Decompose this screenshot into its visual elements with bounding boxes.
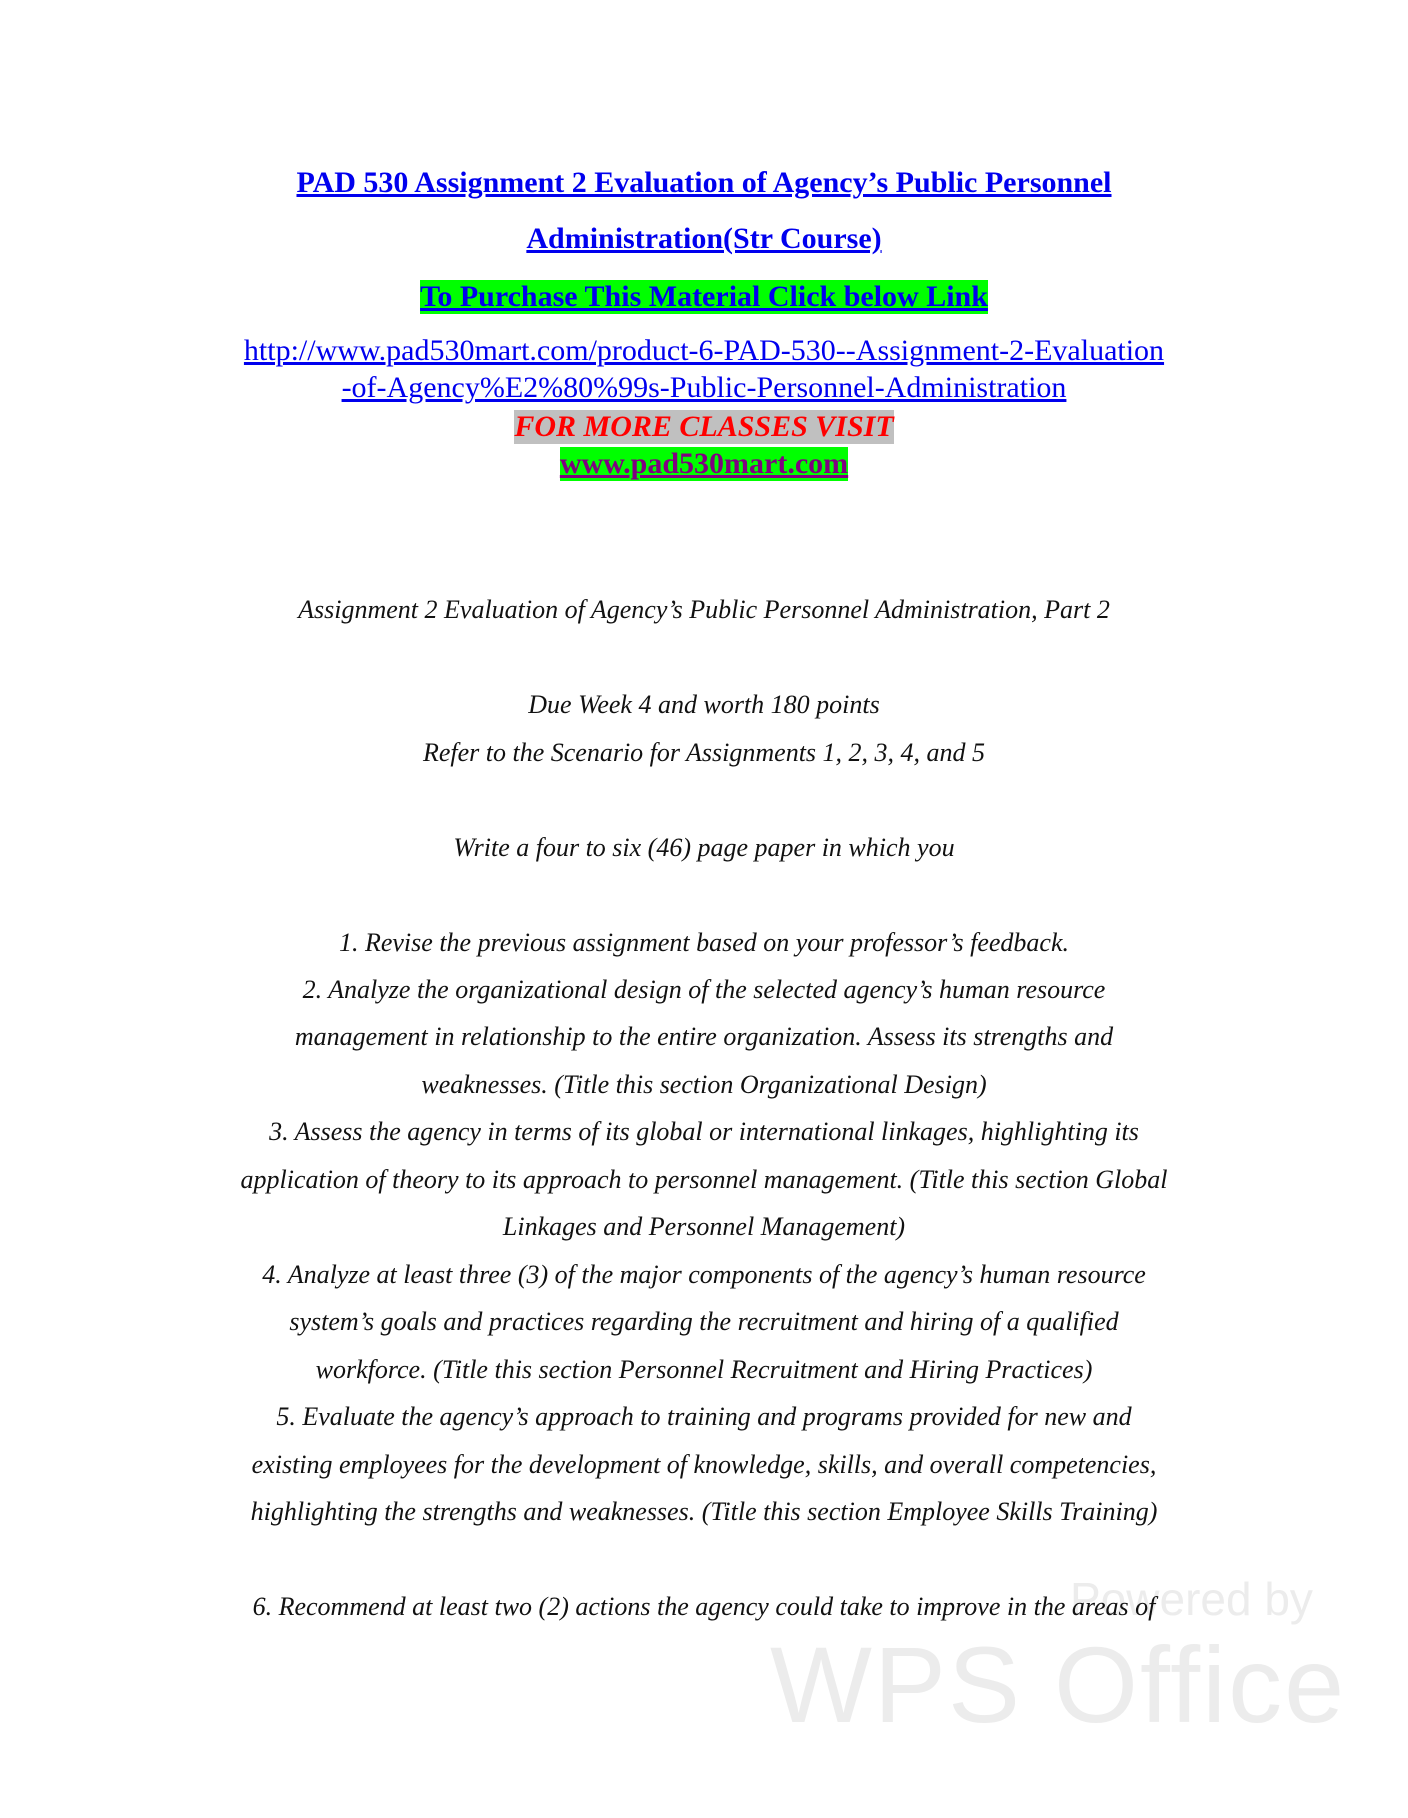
body-line: weaknesses. (Title this section Organizational Design) (421, 1070, 987, 1099)
title-link-line2[interactable]: Administration(Str Course) (526, 222, 882, 255)
body-line: 4. Analyze at least three (3) of the major components of the agency’s human resource (262, 1260, 1146, 1289)
body-line: application of theory to its approach to personnel management. (Title this section Global (240, 1165, 1168, 1194)
body-line: workforce. (Title this section Personnel Recruitment and Hiring Practices) (315, 1355, 1093, 1384)
body-line: 5. Evaluate the agency’s approach to training and programs provided for new and (276, 1402, 1132, 1431)
title-link-line1[interactable]: PAD 530 Assignment 2 Evaluation of Agency’s Public Personnel (296, 166, 1112, 199)
purchase-link[interactable]: To Purchase This Material Click below Link (420, 280, 988, 313)
watermark-wps-office: WPS Office (770, 1624, 1347, 1745)
body-line: system’s goals and practices regarding the recruitment and hiring of a qualified (289, 1307, 1119, 1336)
product-url-line2[interactable]: -of-Agency%E2%80%99s-Public-Personnel-Administration (341, 371, 1067, 404)
refer-text: Refer to the Scenario for Assignments 1, 2, 3, 4, and 5 (422, 738, 986, 767)
body-line: existing employees for the development of knowledge, skills, and overall competencies, (251, 1450, 1157, 1479)
body-line: highlighting the strengths and weaknesses. (Title this section Employee Skills Training) (250, 1497, 1158, 1526)
due-text: Due Week 4 and worth 180 points (528, 690, 880, 719)
body-line: 2. Analyze the organizational design of the selected agency’s human resource (302, 975, 1106, 1004)
intro-text: Write a four to six (46) page paper in which you (453, 833, 955, 862)
body-line: 6. Recommend at least two (2) actions the agency could take to improve in the areas of (252, 1592, 1156, 1621)
assignment-heading: Assignment 2 Evaluation of Agency’s Public Personnel Administration, Part 2 (298, 595, 1110, 624)
body-line: management in relationship to the entire organization. Assess its strengths and (294, 1022, 1114, 1051)
product-url-line1[interactable]: http://www.pad530mart.com/product-6-PAD-530--Assignment-2-Evaluation (243, 334, 1165, 367)
body-line: Linkages and Personnel Management) (502, 1212, 906, 1241)
more-classes-text: FOR MORE CLASSES VISIT (514, 410, 894, 443)
watermark-powered-by: Powered by (1070, 1573, 1313, 1625)
site-link[interactable]: www.pad530mart.com (559, 447, 849, 480)
body-line: 1. Revise the previous assignment based on your professor’s feedback. (338, 928, 1070, 957)
body-line: 3. Assess the agency in terms of its global or international linkages, highlighting its (269, 1117, 1139, 1146)
